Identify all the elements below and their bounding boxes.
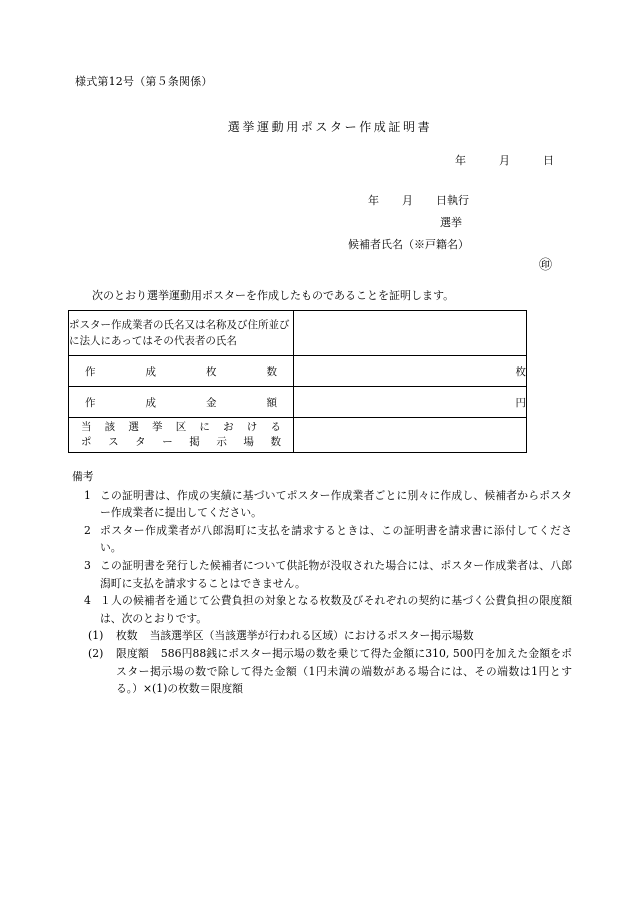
row-label-amount — [69, 387, 294, 418]
note-sub-number: (1) — [88, 629, 104, 643]
note-sub-label: 限度額 — [116, 646, 149, 660]
seal-stamp-icon: ㊞ — [538, 258, 552, 273]
row-value-board-count[interactable] — [294, 418, 527, 453]
notes-section — [72, 468, 572, 698]
note-sub-number: (2) — [88, 646, 104, 660]
exec-day: 日執行 — [436, 194, 469, 207]
row-label-producer-info: ポスター作成業者の氏名又は名称及び住所並びに法人にあってはその代表者の氏名 — [69, 311, 294, 356]
election-execution-date — [300, 190, 560, 212]
election-info-block — [300, 190, 560, 276]
note-item — [72, 487, 572, 522]
form-number: 様式第12号（第５条関係） — [75, 75, 213, 88]
row-value-producer-info[interactable] — [294, 311, 527, 356]
note-item — [72, 557, 572, 592]
row-label-board-count-line1: 当該選挙区における — [81, 421, 281, 433]
note-sub-detail: 586円88銭にポスター掲示場の数を乗じて得た金額に310, 500円を加えた金額をポスター掲示場の数で除して得た金額（1円未満の端数がある場合には、その端数は1円とする。）×(1)の枚数＝限度額 — [116, 646, 573, 696]
issue-date-day: 日 — [543, 154, 554, 167]
row-value-quantity[interactable] — [294, 356, 527, 387]
table-row — [69, 418, 527, 453]
quantity-unit: 枚 — [515, 365, 526, 378]
note-sub-text — [116, 627, 572, 645]
note-text: この証明書は、作成の実績に基づいてポスター作成業者ごとに別々に作成し、候補者からポスター作成業者に提出してください。 — [100, 488, 572, 520]
row-label-quantity-text: 作成枚数 — [85, 365, 277, 378]
note-sub-text — [116, 645, 572, 698]
document-title: 選挙運動用ポスター作成証明書 — [227, 120, 433, 134]
note-sub-detail: 当該選挙区（当該選挙が行われる区域）におけるポスター掲示場数 — [149, 629, 474, 643]
note-text: １人の候補者を通じて公費負担の対象となる枚数及びそれぞれの契約に基づく公費負担の限度額は、次のとおりです。 — [100, 594, 572, 625]
note-number: 3 — [84, 558, 91, 572]
election-name-label: 選挙 — [440, 216, 462, 229]
issue-date-line — [455, 152, 554, 168]
note-item — [72, 522, 572, 557]
issue-date-year: 年 — [455, 154, 466, 167]
row-label-amount-text: 作成金額 — [85, 396, 277, 409]
seal-row — [300, 256, 560, 276]
note-sub-label: 枚数 — [116, 629, 138, 643]
row-label-quantity — [69, 356, 294, 387]
notes-title: 備考 — [72, 470, 94, 483]
table-row — [69, 387, 527, 418]
exec-year: 年 — [368, 194, 379, 207]
note-item — [72, 592, 572, 627]
note-text: ポスター作成業者が八郎潟町に支払を請求するときは、この証明書を請求書に添付してください。 — [100, 523, 572, 555]
amount-unit: 円 — [515, 396, 526, 409]
exec-month: 月 — [402, 194, 413, 207]
row-value-amount[interactable] — [294, 387, 527, 418]
note-number: 1 — [84, 488, 91, 502]
poster-details-table — [68, 310, 527, 453]
row-label-board-count — [69, 418, 294, 453]
note-sub-item — [72, 645, 572, 698]
candidate-name-label: 候補者氏名（※戸籍名） — [348, 238, 469, 251]
note-sub-item — [72, 627, 572, 645]
issue-date-month: 月 — [499, 154, 510, 167]
note-number: 2 — [84, 523, 91, 537]
note-text: この証明書を発行した候補者について供託物が没収された場合には、ポスター作成業者は、八郎潟町に支払を請求することはできません。 — [100, 558, 572, 590]
certification-sentence: 次のとおり選挙運動用ポスターを作成したものであることを証明します。 — [92, 289, 455, 302]
table-row — [69, 311, 527, 356]
note-number: 4 — [84, 594, 91, 608]
table-row — [69, 356, 527, 387]
row-label-board-count-line2: ポスター掲示場数 — [81, 436, 281, 448]
